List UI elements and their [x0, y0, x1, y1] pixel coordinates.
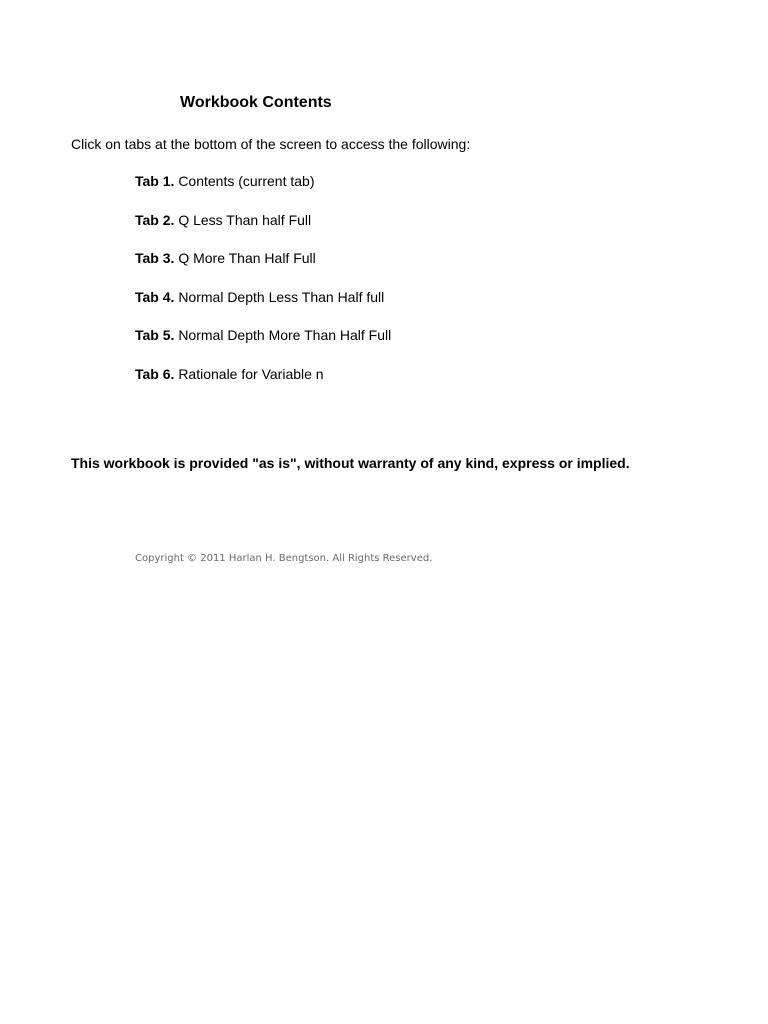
- tab-list-item-6: [135, 366, 391, 405]
- tab-number: Tab 5.: [135, 327, 175, 343]
- page-title: Workbook Contents: [180, 94, 332, 111]
- tab-description: Rationale for Variable n: [178, 365, 324, 382]
- tab-list-item-5: [135, 327, 391, 366]
- tab-number: Tab 1.: [135, 173, 175, 189]
- tab-list: [135, 173, 391, 404]
- tab-description: Q Less Than half Full: [178, 211, 312, 228]
- tab-number: Tab 6.: [135, 365, 175, 382]
- tab-list-item-1: [135, 173, 391, 212]
- tab-list-item-2: [135, 212, 391, 251]
- tab-description: Contents (current tab): [178, 173, 315, 189]
- tab-number: Tab 2.: [135, 211, 175, 228]
- disclaimer-text: This workbook is provided "as is", without warranty of any kind, express or implied.: [71, 455, 630, 471]
- tab-description: Q More Than Half Full: [178, 250, 316, 266]
- tab-list-item-4: [135, 289, 391, 328]
- copyright-notice: Copyright © 2011 Harlan H. Bengtson. All Rights Reserved.: [135, 553, 433, 564]
- tab-description: Normal Depth More Than Half Full: [178, 327, 392, 343]
- tab-number: Tab 3.: [135, 250, 175, 266]
- intro-text: Click on tabs at the bottom of the screen to access the following:: [71, 136, 471, 152]
- tab-description: Normal Depth Less Than Half full: [178, 288, 385, 305]
- tab-number: Tab 4.: [135, 288, 175, 305]
- tab-list-item-3: [135, 250, 391, 289]
